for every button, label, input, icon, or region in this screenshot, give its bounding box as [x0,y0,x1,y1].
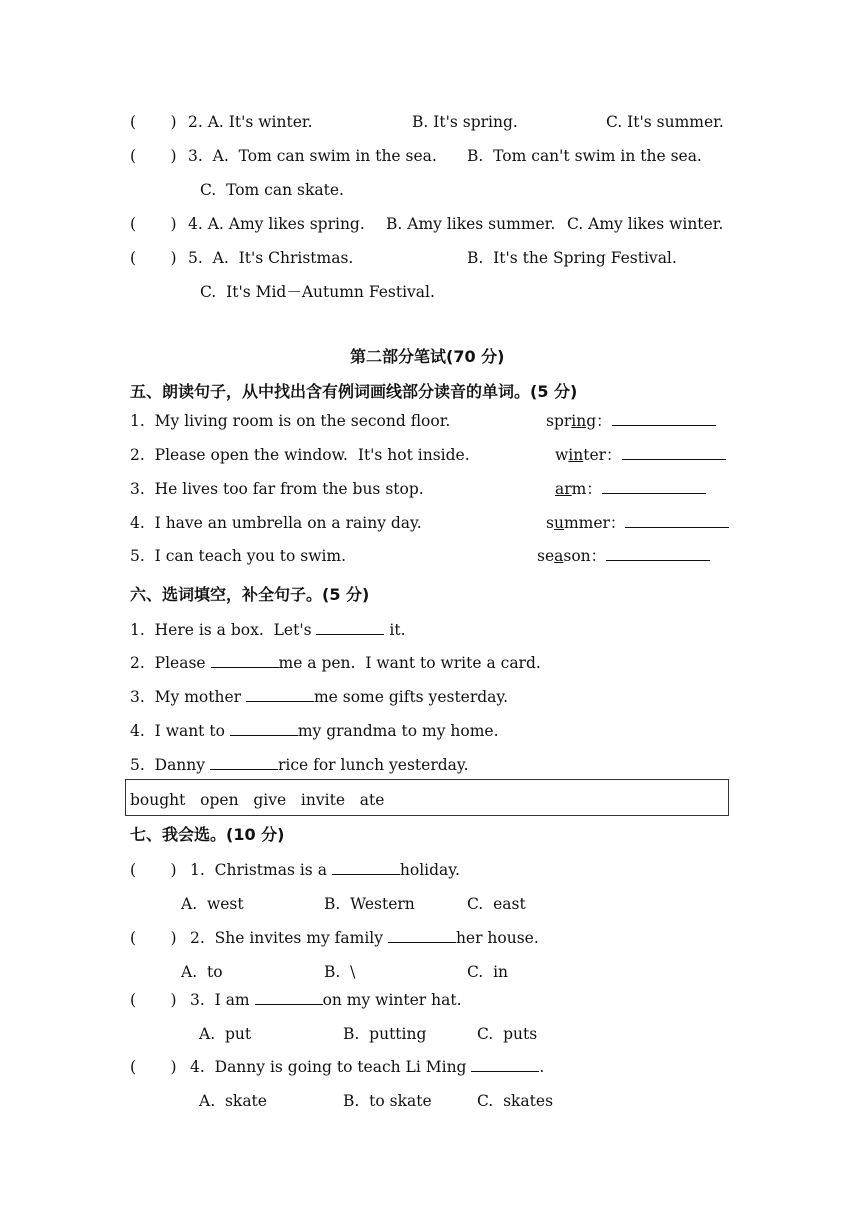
s6-item-1: 1. Here is a box. Let's it. [130,621,406,639]
s7-q3-option-c: C. puts [477,1025,538,1043]
s5-keyword-5: season： [537,546,710,566]
fill-blank[interactable] [230,721,298,736]
s5-keyword-1: spring： [546,411,716,431]
q3-paren[interactable]: ( ) [130,147,177,165]
q3-option-c: C. Tom can skate. [200,181,344,199]
s7-q4-paren[interactable]: ( ) [130,1058,177,1076]
fill-blank [255,990,323,1005]
fill-blank[interactable] [211,653,279,668]
q5-option-c: C. It's Mid－Autumn Festival. [200,283,435,301]
answer-blank[interactable] [612,411,716,426]
s7-q2-option-a: A. to [181,963,223,981]
fill-blank[interactable] [316,620,384,635]
s7-q3-option-b: B. putting [343,1025,427,1043]
fill-blank [471,1057,539,1072]
fill-blank [388,928,456,943]
q5-option-a: 5. A. It's Christmas. [188,249,354,267]
q4-option-c: C. Amy likes winter. [567,215,724,233]
q5-option-b: B. It's the Spring Festival. [467,249,677,267]
s5-keyword-2: winter： [555,445,726,465]
q3-option-b: B. Tom can't swim in the sea. [467,147,702,165]
answer-blank[interactable] [606,546,710,561]
part2-title: 第二部分笔试(70 分) [350,347,505,366]
s7-q2-option-b: B. \ [324,963,356,981]
s7-q1-option-c: C. east [467,895,526,913]
s7-q4-option-c: C. skates [477,1092,554,1110]
s7-q4-option-b: B. to skate [343,1092,432,1110]
s7-q3-option-a: A. put [199,1025,252,1043]
s7-q1-stem: 1. Christmas is a holiday. [190,861,460,879]
answer-blank[interactable] [625,513,729,528]
s6-item-4: 4. I want to my grandma to my home. [130,722,499,740]
section6-title: 六、选词填空，补全句子。(5 分) [130,585,370,604]
s5-sentence-4: 4. I have an umbrella on a rainy day. [130,514,422,532]
s5-sentence-1: 1. My living room is on the second floor. [130,412,451,430]
q3-option-a: 3. A. Tom can swim in the sea. [188,147,437,165]
q2-paren[interactable]: ( ) [130,113,177,131]
answer-blank[interactable] [602,479,706,494]
s7-q1-paren[interactable]: ( ) [130,861,177,879]
s7-q2-stem: 2. She invites my family her house. [190,929,539,947]
q4-option-b: B. Amy likes summer. [386,215,556,233]
q2-option-a: 2. A. It's winter. [188,113,313,131]
s5-sentence-3: 3. He lives too far from the bus stop. [130,480,424,498]
s6-item-5: 5. Danny rice for lunch yesterday. [130,756,469,774]
fill-blank[interactable] [210,755,278,770]
s7-q4-option-a: A. skate [199,1092,267,1110]
fill-blank[interactable] [246,687,314,702]
s7-q4-stem: 4. Danny is going to teach Li Ming . [190,1058,545,1076]
word-bank: bought open give invite ate [130,791,385,809]
s7-q1-option-b: B. Western [324,895,415,913]
s7-q3-paren[interactable]: ( ) [130,991,177,1009]
q5-paren[interactable]: ( ) [130,249,177,267]
s5-sentence-5: 5. I can teach you to swim. [130,547,347,565]
q4-option-a: 4. A. Amy likes spring. [188,215,365,233]
q2-option-c: C. It's summer. [606,113,724,131]
section5-title: 五、朗读句子，从中找出含有例词画线部分读音的单词。(5 分) [130,382,578,401]
s7-q1-option-a: A. west [181,895,244,913]
s5-keyword-4: summer： [546,513,729,533]
fill-blank [332,860,400,875]
s5-sentence-2: 2. Please open the window. It's hot inside. [130,446,470,464]
s5-keyword-3: arm： [555,479,706,499]
section7-title: 七、我会选。(10 分) [130,825,285,844]
answer-blank[interactable] [622,445,726,460]
q4-paren[interactable]: ( ) [130,215,177,233]
q2-option-b: B. It's spring. [412,113,518,131]
s7-q2-paren[interactable]: ( ) [130,929,177,947]
s6-item-2: 2. Please me a pen. I want to write a card. [130,654,541,672]
s7-q3-stem: 3. I am on my winter hat. [190,991,462,1009]
s6-item-3: 3. My mother me some gifts yesterday. [130,688,509,706]
s7-q2-option-c: C. in [467,963,509,981]
